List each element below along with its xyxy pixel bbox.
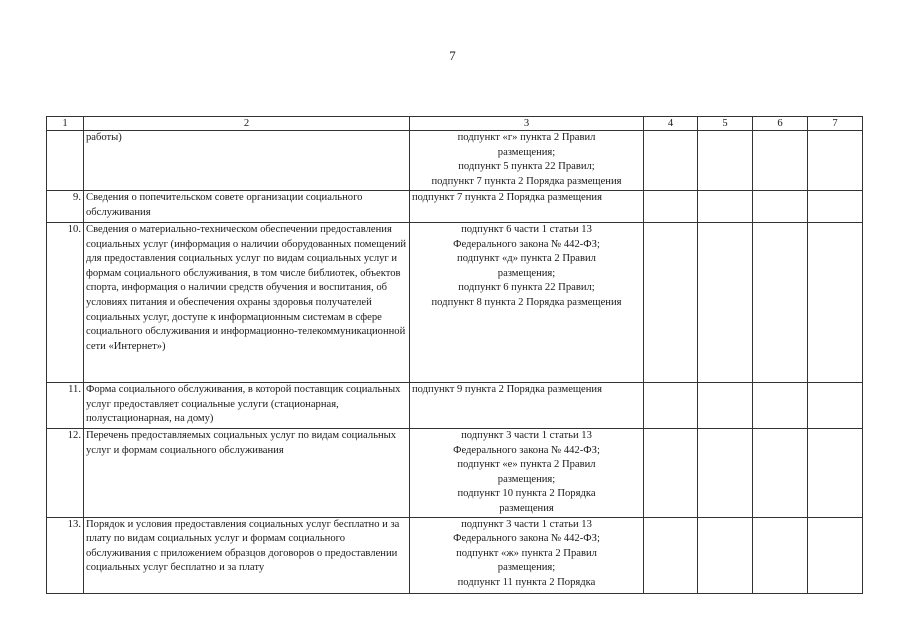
row-source: подпункт «г» пункта 2 Правил размещения; подпункт 5 пункта 22 Правил; подпункт 7 пункта 2 Порядка размещения [410, 131, 644, 191]
cell-col-4 [644, 383, 698, 429]
cell-col-7 [808, 223, 863, 383]
row-number: 11. [47, 383, 84, 429]
cell-col-4 [644, 429, 698, 518]
cell-col-6 [753, 429, 808, 518]
cell-col-7 [808, 191, 863, 223]
row-number: 9. [47, 191, 84, 223]
row-number: 12. [47, 429, 84, 518]
row-description: Форма социального обслуживания, в которой поставщик социальных услуг предоставляет социальные услуги (стационарная, полустационарная, на дому) [84, 383, 410, 429]
page-number: 7 [449, 48, 456, 63]
row-source: подпункт 3 части 1 статьи 13 Федерального закона № 442-ФЗ; подпункт «ж» пункта 2 Правил размещения; подпункт 11 пункта 2 Порядка [410, 517, 644, 593]
row-description: Перечень предоставляемых социальных услуг по видам социальных услуг и формам социального обслуживания [84, 429, 410, 518]
cell-col-5 [698, 223, 753, 383]
cell-col-5 [698, 429, 753, 518]
row-description: Сведения о попечительском совете организации социального обслуживания [84, 191, 410, 223]
cell-col-4 [644, 131, 698, 191]
cell-col-5 [698, 131, 753, 191]
cell-col-6 [753, 383, 808, 429]
cell-col-6 [753, 131, 808, 191]
row-source: подпункт 7 пункта 2 Порядка размещения [410, 191, 644, 223]
cell-col-7 [808, 429, 863, 518]
requirements-table [46, 116, 863, 594]
row-description: Порядок и условия предоставления социальных услуг бесплатно и за плату по видам социальных услуг и формам социального обслуживания с приложением образцов договоров о предоставлении социальных услуг бесплатно и за плату [84, 517, 410, 593]
row-description: работы) [84, 131, 410, 191]
cell-col-5 [698, 517, 753, 593]
col-header-4: 4 [644, 117, 698, 131]
cell-col-4 [644, 223, 698, 383]
header-row [47, 117, 863, 131]
cell-col-7 [808, 383, 863, 429]
cell-col-5 [698, 191, 753, 223]
table-row [47, 131, 863, 191]
row-number [47, 131, 84, 191]
cell-col-4 [644, 191, 698, 223]
col-header-1: 1 [47, 117, 84, 131]
table-row [47, 191, 863, 223]
col-header-2: 2 [84, 117, 410, 131]
row-number: 13. [47, 517, 84, 593]
cell-col-6 [753, 223, 808, 383]
table-row [47, 223, 863, 383]
cell-col-7 [808, 131, 863, 191]
col-header-7: 7 [808, 117, 863, 131]
cell-col-4 [644, 517, 698, 593]
row-source: подпункт 9 пункта 2 Порядка размещения [410, 383, 644, 429]
table-row [47, 383, 863, 429]
col-header-5: 5 [698, 117, 753, 131]
row-description: Сведения о материально-техническом обеспечении предоставления социальных услуг (информация о наличии оборудованных помещений для предоставления социальных услуг по видам социальных услуг и формам социального обслуживания, в том числе библиотек, объектов спорта, информация о наличии средств обучения и воспитания, об условиях питания и обеспечения охраны здоровья получателей социальных услуг, доступе к информационным системам в сфере социального обслуживания и информационно-телекоммуникационной сети «Интернет») [84, 223, 410, 383]
cell-col-6 [753, 517, 808, 593]
row-source: подпункт 6 части 1 статьи 13 Федерального закона № 442-ФЗ; подпункт «д» пункта 2 Правил размещения; подпункт 6 пункта 22 Правил; подпункт 8 пункта 2 Порядка размещения [410, 223, 644, 383]
table-row [47, 429, 863, 518]
col-header-3: 3 [410, 117, 644, 131]
row-number: 10. [47, 223, 84, 383]
cell-col-7 [808, 517, 863, 593]
cell-col-6 [753, 191, 808, 223]
table-row [47, 517, 863, 593]
row-source: подпункт 3 части 1 статьи 13 Федерального закона № 442-ФЗ; подпункт «е» пункта 2 Правил размещения; подпункт 10 пункта 2 Порядка размещения [410, 429, 644, 518]
col-header-6: 6 [753, 117, 808, 131]
cell-col-5 [698, 383, 753, 429]
